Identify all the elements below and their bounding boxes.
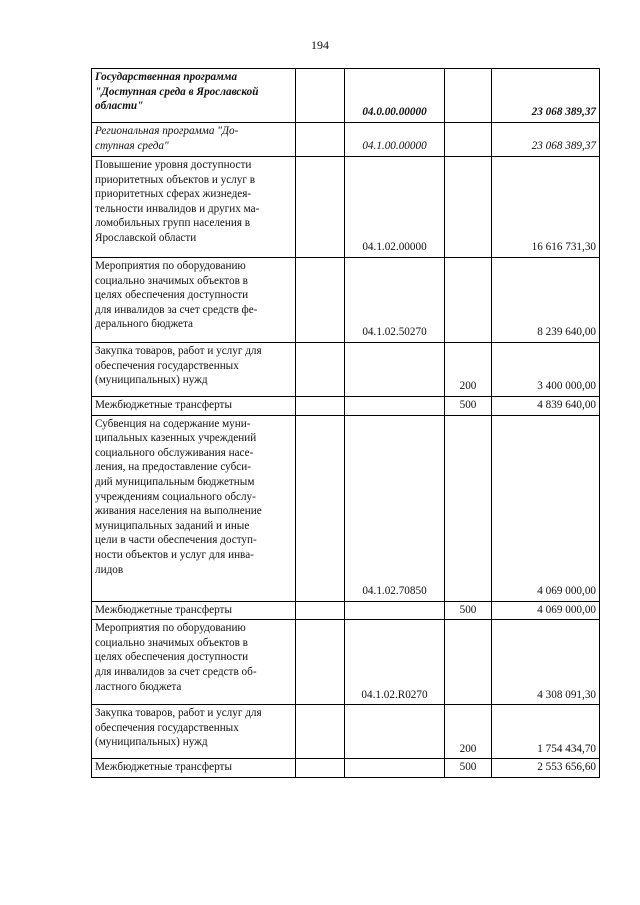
table-row [92,157,600,258]
row-name-cell: Межбюджетные трансферты [92,601,296,620]
row-code-cell [345,601,445,620]
row-type-cell [445,258,492,343]
table-row [92,620,600,705]
row-code-cell: 04.1.02.70850 [345,415,445,601]
row-blank-cell [296,397,345,416]
row-sum-cell: 23 068 389,37 [492,69,600,123]
row-blank-cell [296,258,345,343]
row-code-cell [345,759,445,778]
row-type-cell [445,69,492,123]
row-type-cell [445,123,492,157]
row-code-cell: 04.0.00.00000 [345,69,445,123]
row-type-cell: 200 [445,343,492,397]
row-type-cell: 500 [445,397,492,416]
row-name-cell: Закупка товаров, работ и услуг для обеспечения государственных (муниципальных) нужд [92,705,296,759]
row-sum-cell: 4 069 000,00 [492,415,600,601]
row-name-cell: Мероприятия по оборудованию социально значимых объектов в целях обеспечения доступности для инвалидов за счет средств об- ластного бюджета [92,620,296,705]
row-code-cell [345,343,445,397]
table-row [92,69,600,123]
row-blank-cell [296,415,345,601]
table-row [92,601,600,620]
row-type-cell [445,620,492,705]
table-row [92,343,600,397]
row-blank-cell [296,123,345,157]
row-blank-cell [296,69,345,123]
row-code-cell: 04.1.02.50270 [345,258,445,343]
row-sum-cell: 4 308 091,30 [492,620,600,705]
row-name-cell: Повышение уровня доступности приоритетных объектов и услуг в приоритетных сферах жизнедея- тельности инвалидов и других ма- ломобильных групп населения в Ярославской области [92,157,296,258]
page-number: 194 [311,38,329,52]
row-sum-cell: 3 400 000,00 [492,343,600,397]
row-blank-cell [296,601,345,620]
table-row [92,258,600,343]
budget-table [91,68,600,778]
row-code-cell [345,397,445,416]
row-blank-cell [296,620,345,705]
table-row [92,415,600,601]
row-name-cell: Мероприятия по оборудованию социально значимых объектов в целях обеспечения доступности для инвалидов за счет средств фе- дерального бюджета [92,258,296,343]
budget-table-body [92,69,600,778]
row-name-cell: Субвенция на содержание муни- ципальных казенных учреждений социального обслуживания насе- ления, на предоставление субси- дий муниципальным бюджетным учреждениям социального обслу- живания населения на выполнение муниципальных заданий и иные цели в части обеспечения доступ- ности объектов и услуг для инва- лидов [92,415,296,601]
row-type-cell: 200 [445,705,492,759]
table-row [92,705,600,759]
row-type-cell: 500 [445,601,492,620]
row-type-cell [445,157,492,258]
row-sum-cell: 8 239 640,00 [492,258,600,343]
row-code-cell: 04.1.02.00000 [345,157,445,258]
row-type-cell [445,415,492,601]
row-name-cell: Межбюджетные трансферты [92,397,296,416]
row-name-cell: Государственная программа "Доступная среда в Ярославской области" [92,69,296,123]
row-code-cell: 04.1.02.R0270 [345,620,445,705]
table-row [92,123,600,157]
row-code-cell: 04.1.00.00000 [345,123,445,157]
row-sum-cell: 2 553 656,60 [492,759,600,778]
table-row [92,397,600,416]
row-name-cell: Региональная программа "До- ступная среда" [92,123,296,157]
row-blank-cell [296,343,345,397]
row-code-cell [345,705,445,759]
row-blank-cell [296,759,345,778]
row-sum-cell: 23 068 389,37 [492,123,600,157]
table-row [92,759,600,778]
row-name-cell: Межбюджетные трансферты [92,759,296,778]
row-sum-cell: 4 069 000,00 [492,601,600,620]
row-sum-cell: 16 616 731,30 [492,157,600,258]
row-sum-cell: 1 754 434,70 [492,705,600,759]
row-type-cell: 500 [445,759,492,778]
row-name-cell: Закупка товаров, работ и услуг для обеспечения государственных (муниципальных) нужд [92,343,296,397]
row-blank-cell [296,705,345,759]
row-blank-cell [296,157,345,258]
row-sum-cell: 4 839 640,00 [492,397,600,416]
